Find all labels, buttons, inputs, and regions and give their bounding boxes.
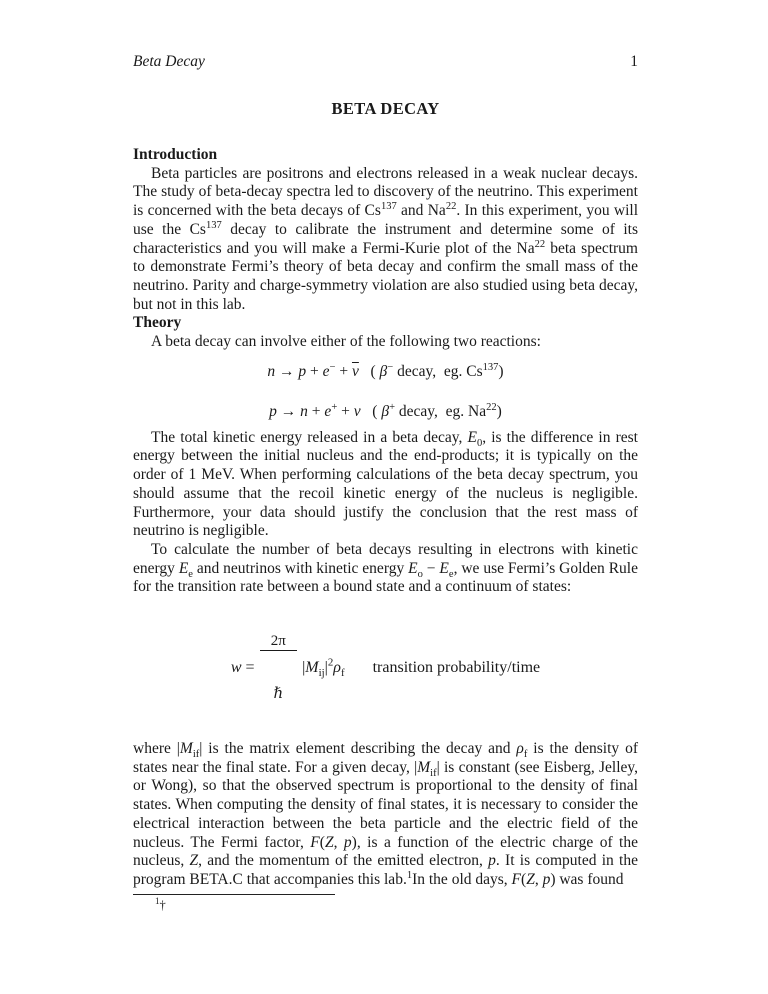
kinetic-energy-paragraph: The total kinetic energy released in a beta decay, $E_0$, is the difference in rest energy between the initial nucleus and the end-products; it is typically on the order of 1 MeV. When performing calculations of the beta decay spectrum, you should assume that the recoil kinetic energy of the nucleus is negligible. Furthermore, your data should justify the conclusion that the rest mass of neutrino is negligible.	[133, 428, 638, 540]
document-title: BETA DECAY	[331, 99, 440, 118]
footnote-area	[133, 894, 638, 913]
equation-beta-minus-reaction: $n \to p + e^- + \overline{\nu}$ ( β− decay, eg. Cs$^{137}$)	[267, 361, 504, 380]
equation-fraction	[260, 599, 298, 736]
equation-beta-plus-reaction: p → n + e+ + ν ( β+ decay, eg. Na$^{22}$)	[269, 401, 502, 420]
page-number: 1	[630, 53, 638, 70]
page-header	[133, 52, 638, 71]
introduction-paragraph: Beta particles are positrons and electrons released in a weak nuclear decays. The study of beta-decay spectra led to discovery of the neutrino. This experiment is concerned with the beta decays of Cs$^{137}$ and Na$^{22}$. In this experiment, you will use the Cs$^{137}$ decay to calibrate the instrument and determine some of its characteristics and you will make a Fermi-Kurie plot of the Na$^{22}$ beta spectrum to demonstrate Fermi’s theory of beta decay and confirm the small mass of the neutrino. Parity and charge-symmetry violation are also studied using beta decay, but not in this lab.	[133, 164, 639, 313]
equation-golden-rule	[133, 599, 638, 736]
fraction-numerator: 2π	[260, 633, 298, 651]
text-block	[133, 52, 638, 913]
section-heading-theory: Theory	[133, 314, 182, 332]
section-heading-introduction: Introduction	[133, 146, 218, 163]
golden-rule-paragraph: To calculate the number of beta decays resulting in electrons with kinetic energy $E_e$ and neutrinos with kinetic energy $E_o - E_e$, we use Fermi’s Golden Rule for the transition rate between a bound state and a continuum of states:	[133, 540, 638, 596]
footnote	[133, 895, 638, 913]
footnote-marker: 1	[155, 895, 160, 906]
equation-golden-rule-expression	[231, 599, 345, 736]
running-title: Beta Decay	[133, 53, 205, 70]
equation-rhs: $|M_{ij}|^2\rho_f$	[302, 656, 345, 679]
footnote-rule	[133, 894, 335, 895]
equation-lhs: w =	[230, 658, 255, 676]
equation-annotation: transition probability/time	[372, 658, 541, 676]
fermi-factor-paragraph: where $|M_{if}|$ is the matrix element describing the decay and $\rho_f$ is the density of states near the final state. For a given decay, $|M_{if}|$ is constant (see Eisberg, Jelley, or Wong), so that the observed spectrum is proportional to the density of final states. When computing the density of final states, it is necessary to consider the electrical interaction between the beta particle and the electric field of the nucleus. The Fermi factor, F(Z, p), is a function of the electric charge of the nucleus, Z, and the momentum of the emitted electron, p. It is computed in the program BETA.C that accompanies this lab.$^1$In the old days, F(Z, p) was found	[133, 740, 638, 888]
theory-lead-paragraph: A beta decay can involve either of the following two reactions:	[151, 333, 541, 351]
fraction-denominator: ℏ	[273, 686, 284, 703]
footnote-text: †	[159, 897, 166, 912]
